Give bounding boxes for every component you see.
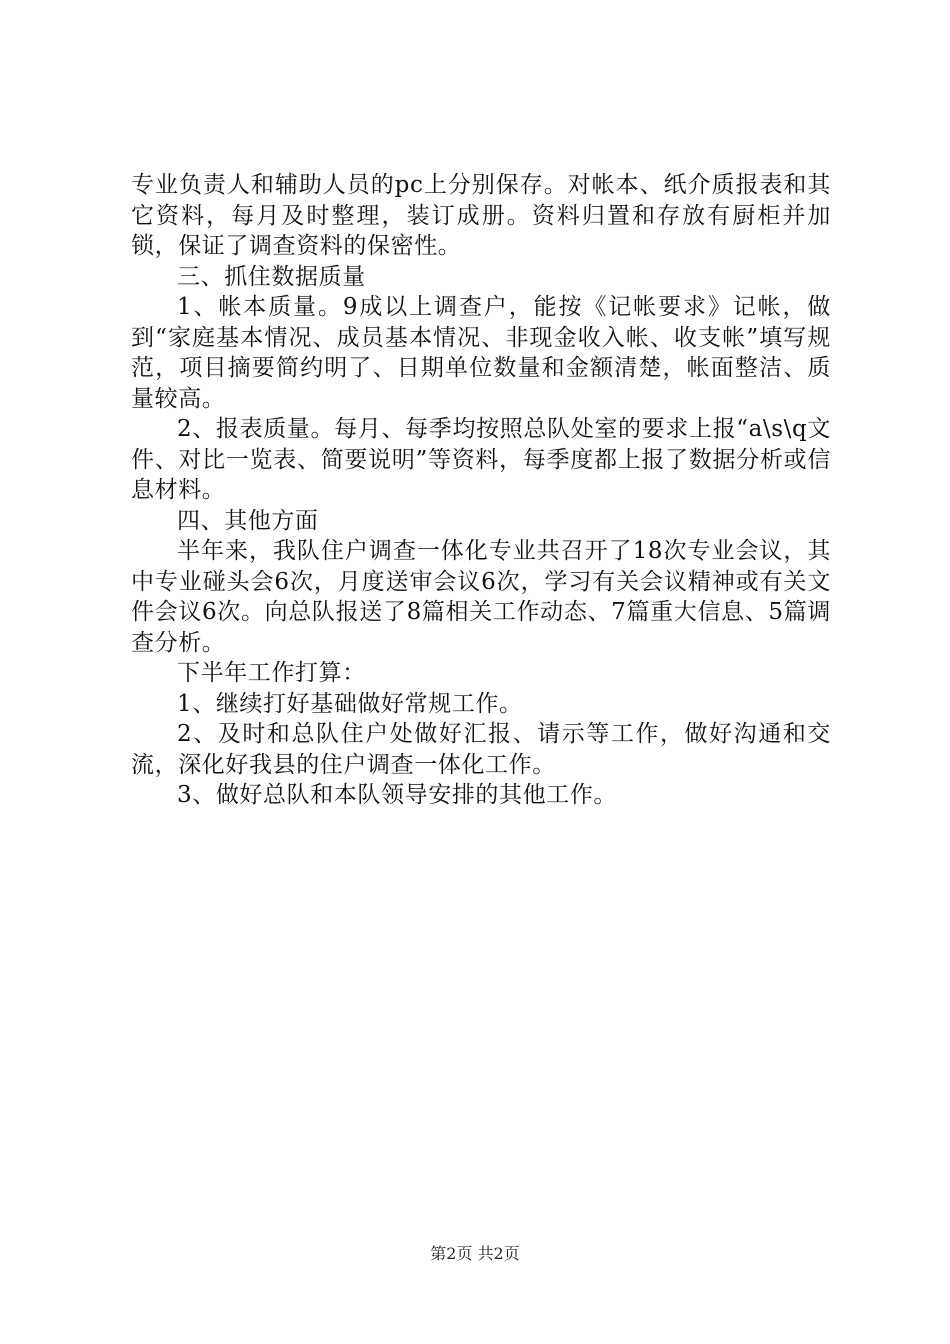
section-heading-plan: 下半年工作打算： [177,660,366,686]
page-number-footer: 第2页 共2页 [430,1244,520,1263]
paragraph-storage: 专业负责人和辅助人员的pc上分别保存。对帐本、纸介质报表和其它资料，每月及时整理，装订成册。资料归置和存放有厨柜并加锁，保证了调查资料的保密性。 [131,172,831,259]
document-body [131,170,831,811]
paragraph-meetings-summary: 半年来，我队住户调查一体化专业共召开了18次专业会议，其中专业碰头会6次，月度送审会议6次，学习有关会议精神或有关文件会议6次。向总队报送了8篇相关工作动态、7篇重大信息、5篇调查分析。 [131,538,831,656]
plan-item-3: 3、做好总队和本队领导安排的其他工作。 [177,782,618,808]
paragraph-report-quality: 2、报表质量。每月、每季均按照总队处室的要求上报“a\s\q文件、对比一览表、简要说明”等资料，每季度都上报了数据分析或信息材料。 [131,416,831,503]
section-heading-data-quality: 三、抓住数据质量 [177,263,366,290]
paragraph-ledger-quality: 1、帐本质量。9成以上调查户，能按《记帐要求》记帐，做到“家庭基本情况、成员基本情况、非现金收入帐、收支帐”填写规范，项目摘要简约明了、日期单位数量和金额清楚，帐面整洁、质量较高。 [131,294,831,412]
plan-item-2: 2、及时和总队住户处做好汇报、请示等工作，做好沟通和交流，深化好我县的住户调查一体化工作。 [131,721,831,778]
section-heading-other: 四、其他方面 [177,507,319,534]
plan-item-1: 1、继续打好基础做好常规工作。 [177,690,523,717]
